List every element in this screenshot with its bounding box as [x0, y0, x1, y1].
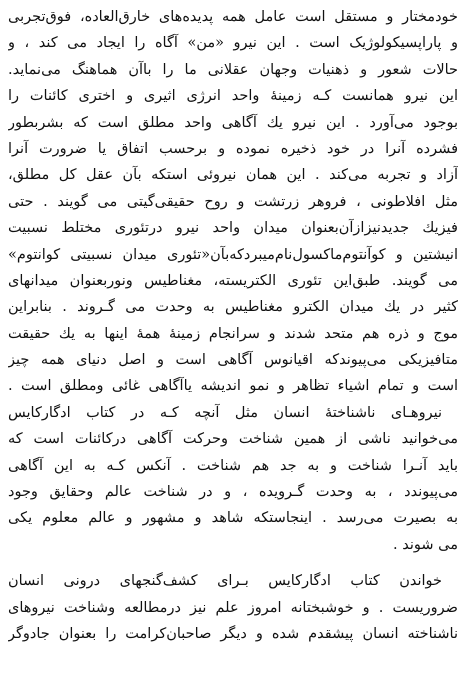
- text-line: فیزیك جدیدنیزازآن‌بعنوان میدان واحد نیرو درتئوری مختلط نسبیت: [8, 220, 458, 237]
- text-line: خودمختار و مستقل است عامل همه پدیده‌های خارق‌العاده، فوق‌تجربی: [8, 9, 458, 25]
- paragraph-3: [8, 568, 458, 647]
- text-line: متافیزیکی می‌پیوندکه اقیانوس آگاهی است و اصل دنیای همه چیز: [8, 352, 458, 369]
- text-line: نیروهـای ناشناختهٔ انسان مثل آنچه کـه در کتاب ادگارکایس: [8, 404, 442, 421]
- text-line: به بصیرت می‌رسد . اینجاستکه شاهد و مشهور و عالم معلوم یکی: [8, 510, 458, 527]
- text-line: است و تمام اشیاء تظاهر و نمو اندیشه یاآگاهی غائی ومطلق است .: [8, 378, 458, 395]
- text-line: فشرده آنرا در خود ذخیره نموده و برحسب اتفاق یا ضرورت آنرا: [8, 140, 458, 157]
- text-line: آزاد و تجربه می‌کند . این همان نیروئی استکه بآن عقل کل مطلق،: [8, 167, 458, 184]
- text-line: موج و ذره هم متحد شدند و سرانجام زمینهٔ همهٔ اینها به یك حقیقت: [8, 325, 458, 342]
- text-line: حالات شعور و ذهنیات وجهان عقلانی ما را باآن هماهنگ می‌نماید.: [8, 61, 458, 78]
- text-line: می شوند .: [393, 536, 458, 553]
- text-line: این نیرو همانست کـه زمینهٔ واحد انرژی اثیری و اختری کائنات را: [8, 88, 458, 105]
- text-line: ضروریست . و خوشبختانه امروز علم نیز درمطالعه وشناخت نیروهای: [8, 599, 458, 616]
- paragraph-gap: [8, 558, 458, 568]
- paragraph-2: [8, 400, 458, 558]
- text-line: می‌خوانید ناشی از همین شناخت وحرکت آگاهی درکائنات است که: [8, 431, 458, 448]
- text-line: می گویند. طبق‌این تئوری الکتریسته، مغناطیس ونوربعنوان میدانهای: [8, 272, 458, 289]
- text-line: ناشناخته انسان پیشقدم شده و دیگر صاحبان‌کرامت را بعنوان جادوگر: [8, 625, 458, 642]
- text-line: خواندن کتاب ادگارکایس بـرای کشف‌گنجهای درونی انسان: [8, 573, 442, 590]
- text-line: باید آنـرا شناخت و به جد هم شناخت . آنکس کـه به این آگاهی: [8, 457, 458, 474]
- text-line: بوجود می‌آورد . این نیرو یك آگاهی واحد مطلق است که بشربطور: [8, 114, 458, 131]
- paragraph-1: [8, 4, 458, 400]
- text-line: انیشتین و کوآنتوم‌ماکسول‌نام‌میبرد‌که‌بآن«تئوری میدان نسبیتی کوانتوم»: [8, 246, 458, 263]
- text-line: و پاراپسیکولوژیک است . این نیرو «من» آگاه را ایجاد می کند ، و: [8, 35, 458, 52]
- text-line: کثیر در یك میدان الکترو مغناطیس به وحدت می گـروند . بنابراین: [8, 299, 458, 316]
- text-line: می‌پیوندد ، به وحدت گـرویده ، و در شناخت عالم وحقایق وجود: [8, 484, 458, 501]
- text-line: مثل افلاطونی ، فروهر زرتشت و روح حقیقی‌گیتی می گویند . حتی: [8, 193, 458, 210]
